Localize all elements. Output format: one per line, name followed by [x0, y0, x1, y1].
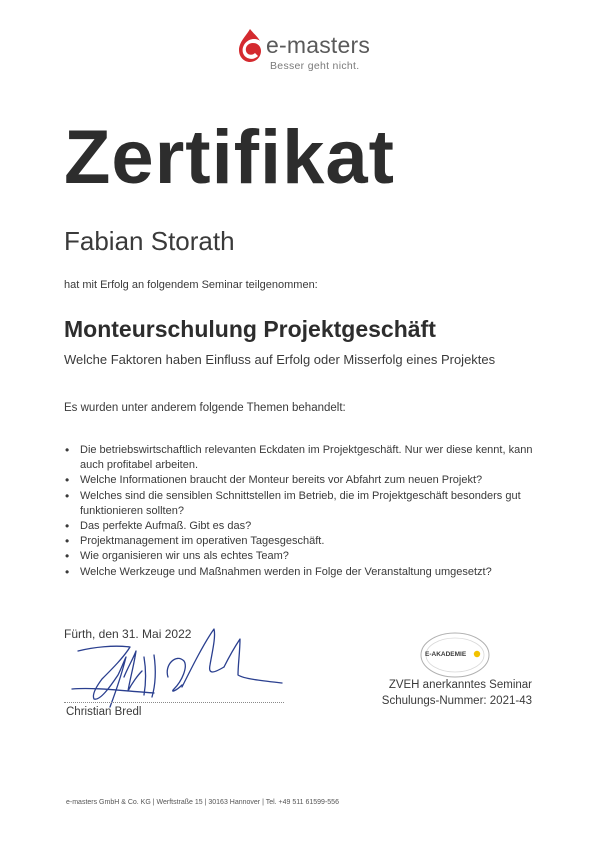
seal-label: E-AKADEMIE: [425, 651, 467, 658]
topic-item: • Das perfekte Aufmaß. Gibt es das?: [64, 519, 554, 534]
topic-item: • Welche Werkzeuge und Maßnahmen werden in Folge der Veranstaltung umgesetzt?: [64, 565, 554, 580]
e-masters-logo: [236, 26, 386, 76]
seminar-subtitle: Welche Faktoren haben Einfluss auf Erfolg oder Misserfolg eines Projektes: [64, 352, 496, 367]
place-date: Fürth, den 31. Mai 2022: [64, 627, 192, 641]
topics-intro: Es wurden unter anderem folgende Themen behandelt:: [64, 402, 346, 414]
recipient-name: Fabian Storath: [64, 226, 235, 256]
logo-tagline: Besser geht nicht.: [270, 60, 360, 72]
training-number: Schulungs-Nummer: 2021-43: [381, 695, 532, 707]
e-masters-logo-icon: [236, 28, 264, 64]
topics-list: [64, 443, 554, 580]
logo-name: e-masters: [266, 32, 371, 58]
topic-item: • Welches sind die sensiblen Schnittstellen im Betrieb, die im Projektgeschäft besonders gut funktionieren sollten?: [64, 489, 554, 519]
topic-item: • Welche Informationen braucht der Monteur bereits vor Abfahrt zum neuen Projekt?: [64, 473, 554, 488]
signatory-name: Christian Bredl: [66, 706, 142, 718]
participation-text: hat mit Erfolg an folgendem Seminar teilgenommen:: [64, 279, 318, 291]
seminar-title: Monteurschulung Projektgeschäft: [64, 316, 436, 342]
footer-address: e-masters GmbH & Co. KG | Werftstraße 15 | 30163 Hannover | Tel. +49 511 61599-556: [66, 799, 339, 806]
certificate-title: Zertifikat: [64, 115, 395, 200]
topic-item: • Projektmanagement im operativen Tagesgeschäft.: [64, 534, 554, 549]
zveh-seminar-label: ZVEH anerkanntes Seminar: [388, 679, 532, 691]
topic-item: • Die betriebswirtschaftlich relevanten Eckdaten im Projektgeschäft. Nur wer diese kennt, kann auch profitabel arbeiten.: [64, 443, 554, 473]
topic-item: • Wie organisieren wir uns als echtes Team?: [64, 549, 554, 564]
signature-line: [64, 702, 284, 703]
